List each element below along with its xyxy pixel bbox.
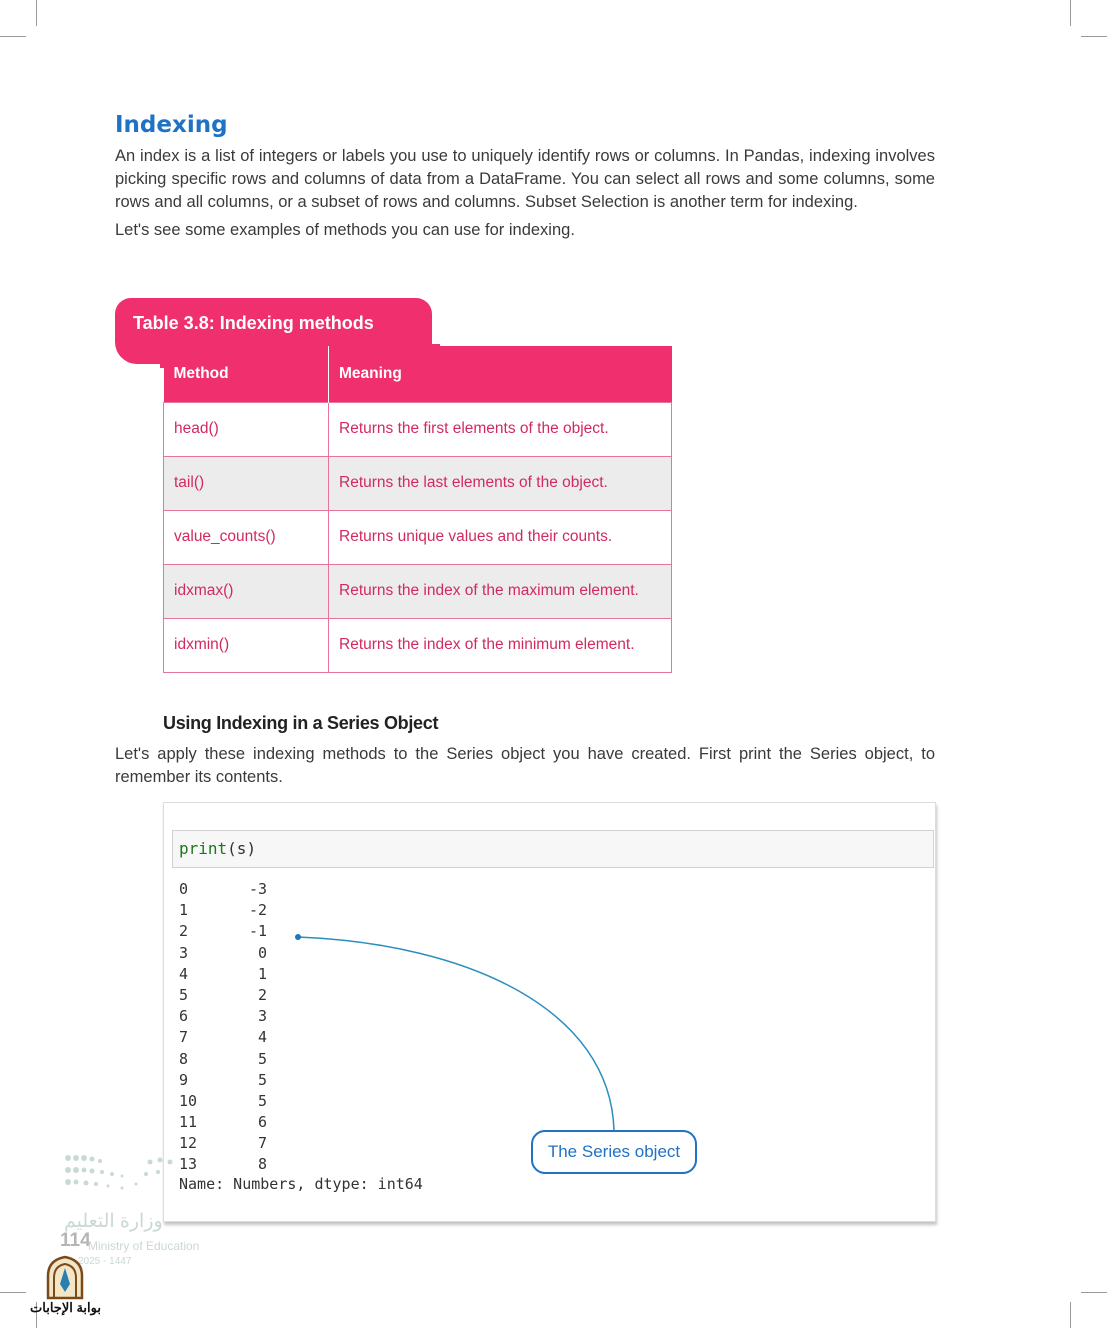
series-index: 5 bbox=[179, 985, 189, 1004]
series-value: 7 bbox=[257, 1134, 267, 1153]
series-index: 11 bbox=[179, 1113, 198, 1132]
answers-portal-logo-icon bbox=[44, 1254, 86, 1300]
print-keyword: print bbox=[179, 839, 228, 858]
series-value: 8 bbox=[257, 1155, 267, 1174]
intro-paragraph: An index is a list of integers or labels you use to uniquely identify rows or columns. In Pandas, indexing involves picking specific rows and columns of data from a DataFrame. You can select all rows and some columns, some rows and all columns, or a subset of rows and columns. Subset Selection is another term for indexing. bbox=[115, 147, 935, 211]
ministry-english-text: Ministry of Education bbox=[88, 1239, 200, 1253]
method-cell: tail() bbox=[164, 456, 329, 510]
series-value: -3 bbox=[248, 880, 267, 898]
series-index: 9 bbox=[179, 1070, 189, 1089]
method-cell: idxmin() bbox=[164, 618, 329, 672]
edition-year: 2025 - 1447 bbox=[78, 1256, 132, 1267]
series-name-line: Name: Numbers, dtype: int64 bbox=[179, 1175, 423, 1193]
answers-portal-text: بوابة الإجابات bbox=[30, 1300, 101, 1315]
series-value: 0 bbox=[257, 943, 267, 962]
series-index: 8 bbox=[179, 1049, 189, 1068]
series-value: 5 bbox=[257, 1049, 267, 1068]
series-index: 1 bbox=[179, 901, 189, 920]
series-value: 2 bbox=[257, 985, 267, 1004]
series-index: 6 bbox=[179, 1007, 189, 1026]
method-cell: value_counts() bbox=[164, 510, 329, 564]
header-method: Method bbox=[164, 346, 329, 402]
meaning-cell: Returns unique values and their counts. bbox=[329, 510, 672, 564]
series-value: -2 bbox=[248, 901, 267, 920]
subsection-paragraph: Let's apply these indexing methods to the Series object you have created. First print the Series object, to remember its contents. bbox=[115, 745, 935, 786]
table-caption: Table 3.8: Indexing methods bbox=[115, 298, 432, 364]
intro-followup: Let's see some examples of methods you can use for indexing. bbox=[115, 221, 575, 239]
page-number: 114 bbox=[60, 1230, 91, 1251]
subsection-title: Using Indexing in a Series Object bbox=[163, 713, 439, 733]
series-index: 0 bbox=[179, 880, 189, 898]
series-value: 5 bbox=[257, 1091, 267, 1110]
method-cell: idxmax() bbox=[164, 564, 329, 618]
series-index: 2 bbox=[179, 922, 189, 941]
series-value: 3 bbox=[257, 1007, 267, 1026]
series-index: 10 bbox=[179, 1091, 198, 1110]
meaning-cell: Returns the index of the maximum element. bbox=[329, 564, 672, 618]
header-meaning: Meaning bbox=[329, 346, 672, 402]
meaning-cell: Returns the index of the minimum element. bbox=[329, 618, 672, 672]
series-index: 4 bbox=[179, 964, 189, 983]
section-heading: Indexing bbox=[115, 112, 228, 138]
ministry-dots-logo-icon bbox=[62, 1152, 182, 1198]
callout-dot bbox=[295, 934, 301, 940]
series-value: 6 bbox=[257, 1113, 267, 1132]
series-index: 3 bbox=[179, 943, 189, 962]
series-value: 1 bbox=[257, 964, 267, 983]
ministry-arabic-text: وزارة التعليم bbox=[64, 1211, 163, 1232]
series-value: -1 bbox=[248, 922, 267, 941]
callout-curve bbox=[298, 937, 614, 1130]
series-value: 4 bbox=[257, 1028, 267, 1047]
series-object-callout: The Series object bbox=[531, 1130, 697, 1174]
series-value: 5 bbox=[257, 1070, 267, 1089]
print-argument: (s) bbox=[227, 839, 257, 858]
meaning-cell: Returns the first elements of the object. bbox=[329, 402, 672, 456]
series-index: 7 bbox=[179, 1028, 189, 1047]
series-index: 13 bbox=[179, 1155, 198, 1174]
meaning-cell: Returns the last elements of the object. bbox=[329, 456, 672, 510]
series-index: 12 bbox=[179, 1134, 198, 1153]
method-cell: head() bbox=[164, 402, 329, 456]
